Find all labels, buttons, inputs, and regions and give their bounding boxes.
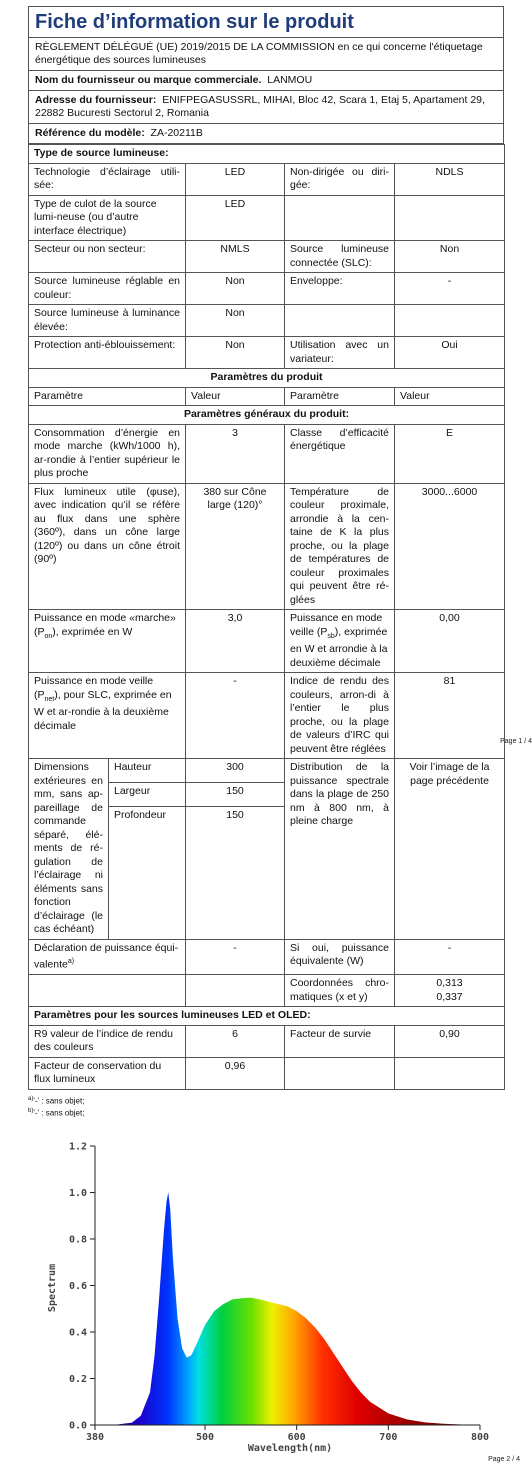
param-label: Classe d’efficacité énergétique [285, 424, 395, 483]
y-tick-label: 0.6 [68, 1281, 87, 1292]
table-row [29, 939, 505, 975]
y-tick-label: 1.0 [68, 1188, 87, 1199]
param-label: Non-dirigée ou diri-gée: [285, 163, 395, 195]
table-row [29, 1025, 505, 1057]
table-row [29, 1057, 505, 1089]
model-ref-row [29, 124, 503, 144]
table-row [29, 195, 505, 241]
param-label: Puissance en mode veille $(P_{net})$, pour SLC, exprimée en W et ar-rondie à la deuxième décimale [29, 673, 186, 759]
param-label: Utilisation avec un variateur: [285, 337, 395, 369]
param-value: 0,00 [395, 610, 505, 673]
y-tick-label: 0.0 [68, 1420, 87, 1432]
parameters-table [28, 144, 532, 1090]
param-value: 0,313 0,337 [395, 975, 505, 1007]
param-label: Type de culot de la source lumi-neuse (ou d’autre interface électrique) [29, 195, 186, 241]
param-value [395, 305, 505, 337]
table-row [29, 337, 505, 369]
param-label: Secteur ou non secteur: [29, 241, 186, 273]
supplier-address-value: ENIFPEGASUSSRL, MIHAI, Bloc 42, Scara 1, Etaj 5, Apartament 29, 22882 Bucuresti Sectorul 2, Romania [35, 94, 485, 119]
supplier-name-row [29, 71, 503, 91]
source-type-heading: Type de source lumineuse: [29, 145, 505, 164]
param-label: Consommation d’énergie en mode marche (kWh/1000 h), ar-rondie à l’entier supérieur le plus proche [29, 424, 186, 483]
column-header: Paramètre [29, 387, 186, 406]
param-label: R9 valeur de l’indice de rendu des couleurs [29, 1025, 186, 1057]
param-label: Puissance en mode veille $(P_{sb})$, exprimée en W et arrondie à la deuxième décimale [285, 610, 395, 673]
y-tick-label: 0.4 [68, 1327, 87, 1339]
table-row [29, 610, 505, 673]
param-value: LED [186, 195, 285, 241]
param-label: Enveloppe: [285, 273, 395, 305]
supplier-name-value: LANMOU [267, 74, 313, 86]
table-row [29, 305, 505, 337]
param-value [395, 195, 505, 241]
y-tick-label: 0.2 [68, 1374, 87, 1385]
regulation-text: RÈGLEMENT DÉLÉGUÉ (UE) 2019/2015 DE LA COMMISSION en ce qui concerne l'étiquetage énergétique des sources lumineuses [29, 38, 503, 71]
param-value: - [395, 273, 505, 305]
param-label: Source lumineuse connectée (SLC): [285, 241, 395, 273]
y-tick-label: 1.2 [68, 1141, 87, 1153]
param-value: Non [395, 241, 505, 273]
table-row [29, 673, 505, 759]
table-row [29, 483, 505, 610]
table-row [29, 273, 505, 305]
spectral-distribution-label: Distribution de la puissance spectrale dans la plage de 250 nm à 800 nm, à pleine charge [285, 759, 395, 940]
param-label: Source lumineuse réglable en couleur: [29, 273, 186, 305]
dimension-value: 150 [186, 806, 285, 829]
dimension-label: Largeur [109, 782, 186, 806]
dimension-value: 150 [186, 782, 285, 806]
general-params-heading: Paramètres généraux du produit: [29, 406, 505, 425]
column-header-row [29, 387, 505, 406]
led-params-heading: Paramètres pour les sources lumineuses LED et OLED: [29, 1007, 505, 1026]
table-row [29, 759, 505, 783]
param-value: 3,0 [186, 610, 285, 673]
param-value: LED [186, 163, 285, 195]
param-value: 6 [186, 1025, 285, 1057]
spectrum-chart-svg [40, 1128, 500, 1458]
param-value: E [395, 424, 505, 483]
param-value: 0,90 [395, 1025, 505, 1057]
column-header: Valeur [395, 387, 505, 406]
spectrum-area [113, 1193, 480, 1426]
footnotes [28, 1094, 504, 1119]
param-value: NDLS [395, 163, 505, 195]
dimension-label: Profondeur [109, 806, 186, 829]
x-tick-label: 600 [287, 1432, 306, 1443]
table-row [29, 163, 505, 195]
param-value: NMLS [186, 241, 285, 273]
param-label [285, 195, 395, 241]
param-label: Si oui, puissance équivalente (W) [285, 939, 395, 975]
param-value: 81 Page 1 / 4 [395, 673, 505, 759]
page-number: Page 1 / 4 [500, 737, 532, 745]
table-row [29, 241, 505, 273]
param-value: Non [186, 337, 285, 369]
y-axis-label: Spectrum [47, 1263, 58, 1313]
page-title: Fiche d’information sur le produit [29, 7, 503, 38]
x-tick-label: 500 [195, 1432, 215, 1443]
model-ref-value: ZA-20211B [150, 127, 203, 139]
param-value: Non [186, 305, 285, 337]
y-ticks [69, 1142, 95, 1432]
sheet-header [28, 6, 504, 144]
table-row [29, 424, 505, 483]
dimension-label: Hauteur [109, 759, 186, 783]
param-label [285, 305, 395, 337]
supplier-name-label: Nom du fournisseur ou marque commerciale. [35, 74, 262, 86]
param-value: 0,96 [186, 1057, 285, 1089]
product-info-sheet [28, 6, 532, 1119]
x-axis-label: Wavelength(nm) [247, 1443, 333, 1454]
param-label: Facteur de conservation du flux lumineux [29, 1057, 186, 1089]
y-tick-label: 0.8 [68, 1234, 87, 1246]
footnote-b: $^{b)}$'-' : sans objet; [28, 1108, 85, 1118]
param-value: 3000...6000 [395, 483, 505, 610]
param-value: Oui [395, 337, 505, 369]
param-label: Indice de rendu des couleurs, arron-di à l’entier le plus proche, ou la plage de valeurs d’IRC qui peuvent être réglées [285, 673, 395, 759]
x-tick-label: 800 [470, 1432, 490, 1443]
param-value: - [186, 939, 285, 975]
param-label: Technologie d’éclairage utili-sée: [29, 163, 186, 195]
spectrum-chart [40, 1128, 500, 1458]
param-value: Non [186, 273, 285, 305]
param-value: - [186, 673, 285, 759]
x-ticks [86, 1425, 489, 1443]
param-label: Source lumineuse à luminance élevée: [29, 305, 186, 337]
model-ref-label: Référence du modèle: [35, 127, 145, 139]
param-label: Puissance en mode «marche» $(P_{on})$, exprimée en W [29, 610, 186, 673]
dimensions-label: Dimensions extérieures en mm, sans ap-pareillage de commande séparé, élé-ments de ré-gulation de l’éclairage ni éléments sans fonction d’éclairage (le cas échéant) [29, 759, 109, 940]
x-tick-label: 380 [85, 1432, 105, 1443]
table-row [29, 975, 505, 1007]
spectral-distribution-value: Voir l’image de la page précédente [395, 759, 505, 940]
param-label: Température de couleur proximale, arrondie à la cen-taine de K la plus proche, ou la plage de températures de couleur proximales qui peuvent être ré-glées [285, 483, 395, 610]
param-label: Facteur de survie [285, 1025, 395, 1057]
dimension-value: 300 [186, 759, 285, 783]
supplier-address-row [29, 91, 503, 124]
x-tick-label: 700 [379, 1432, 398, 1443]
param-value: 3 [186, 424, 285, 483]
param-value: 380 sur Cône large (120)° [186, 483, 285, 610]
param-value: - [395, 939, 505, 975]
page-number: Page 2 / 4 [488, 1456, 520, 1463]
param-label: Flux lumineux utile (φuse), avec indication qu’il se réfère au flux dans une sphère (360º), dans un cône large (120º) ou dans un cône étroit (90º) [29, 483, 186, 610]
param-label: Coordonnées chro-matiques (x et y) [285, 975, 395, 1007]
params-heading: Paramètres du produit [29, 369, 505, 388]
supplier-address-label: Adresse du fournisseur: [35, 94, 157, 106]
param-label: Protection anti-éblouissement: [29, 337, 186, 369]
footnote-a: $^{a)}$'-' : sans objet; [28, 1095, 85, 1106]
param-label: Déclaration de puissance équi-valente$^{a)}$ [29, 939, 186, 975]
column-header: Valeur [186, 387, 285, 406]
plot-area [113, 1193, 480, 1426]
column-header: Paramètre [285, 387, 395, 406]
